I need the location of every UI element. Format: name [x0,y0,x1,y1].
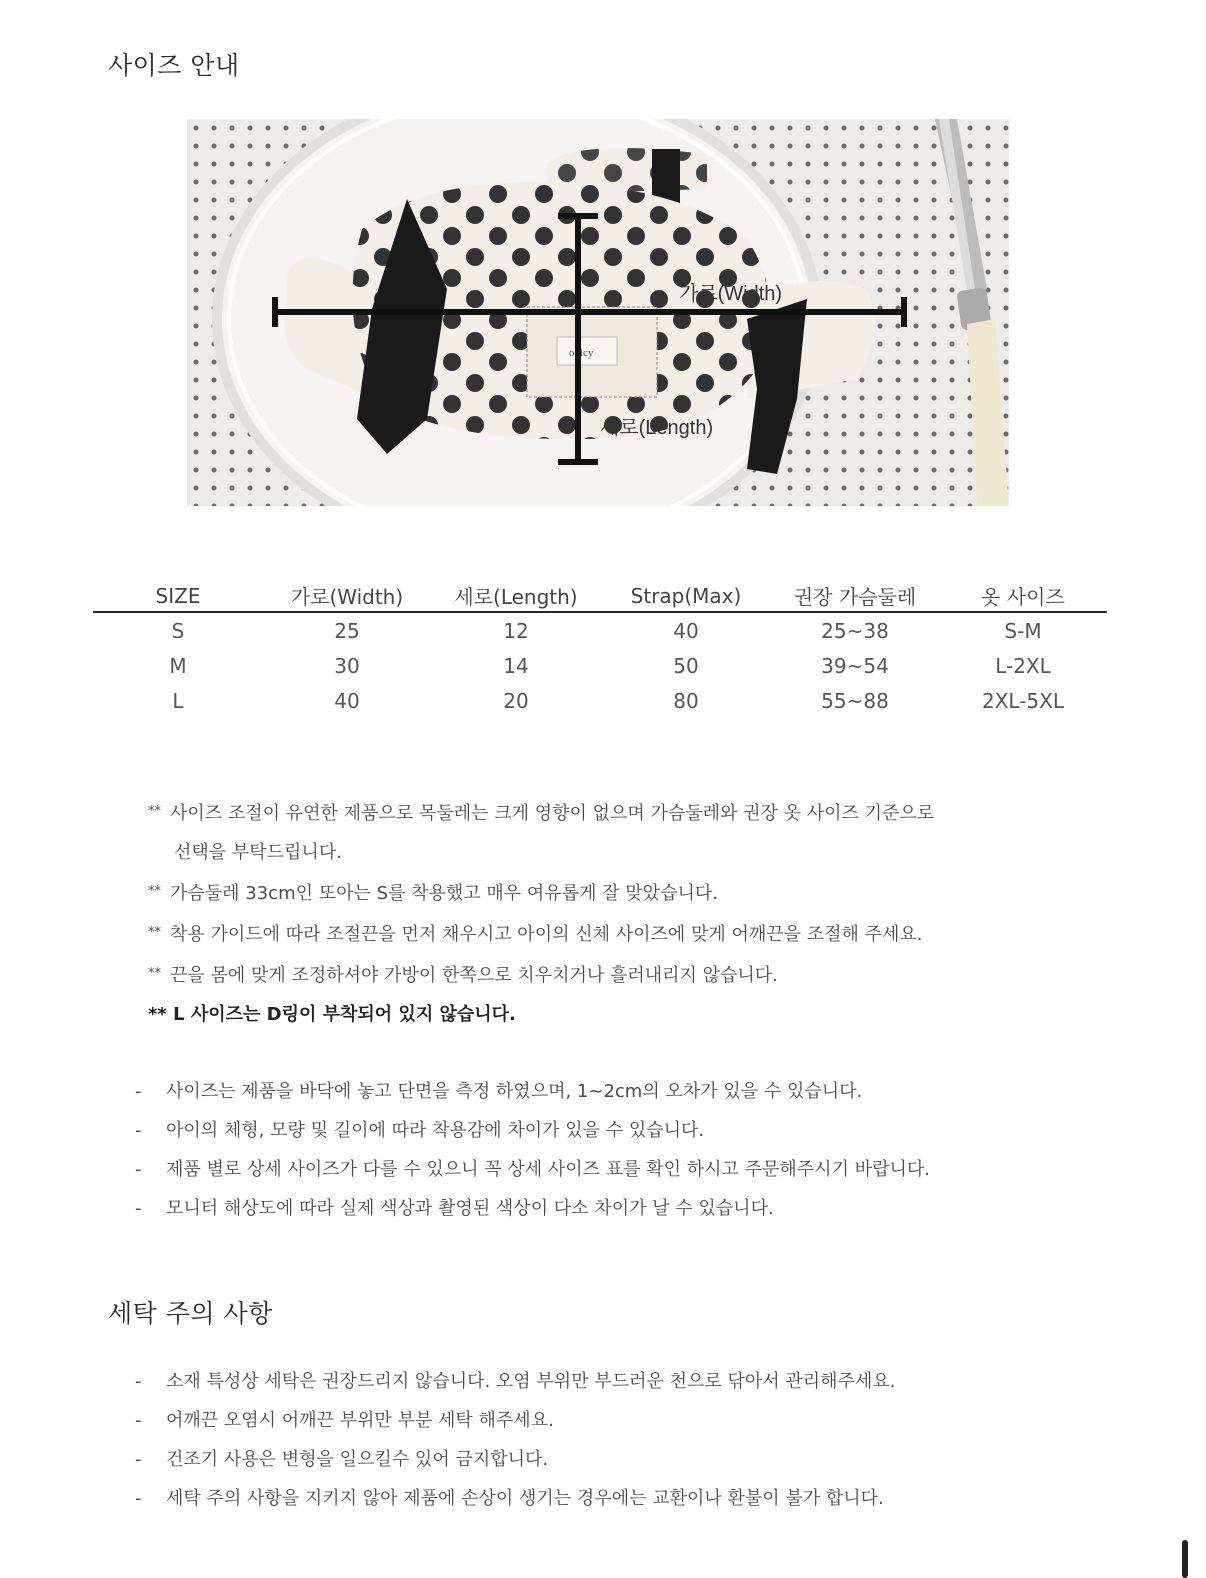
table-cell: 30 [334,653,360,678]
width-label: 가로(Width) [679,283,783,305]
size-table [93,580,1107,718]
knife [935,119,1009,506]
table-header-cell: 옷 사이즈 [981,585,1065,609]
note-item-bold: ** L 사이즈는 D링이 부착되어 있지 않습니다. [148,1004,516,1025]
bullet-text: 아이의 체형, 모량 및 길이에 따라 착용감에 차이가 있을 수 있습니다. [166,1120,705,1141]
product-photo [187,119,1009,506]
bullet-text: 소재 특성상 세탁은 권장드리지 않습니다. 오염 부위만 부드러운 천으로 닦아서 관리해주세요. [166,1371,896,1392]
note-text: 가슴둘레 33cm인 또아는 S를 착용했고 매우 여유롭게 잘 맞았습니다. [170,883,718,904]
bullet-text: 제품 별로 상세 사이즈가 다를 수 있으니 꼭 상세 사이즈 표를 확인 하시고 주문해주시기 바랍니다. [166,1159,930,1180]
bullet-dash: - [135,1449,142,1470]
bullet-dash: - [135,1120,142,1141]
table-cell: 25 [334,618,360,643]
bullet-text: 세탁 주의 사항을 지키지 않아 제품에 손상이 생기는 경우에는 교환이나 환불이 불가 합니다. [166,1488,884,1509]
note-star: ** [148,884,161,899]
note-item [148,954,1048,995]
list-item [135,1401,1095,1440]
size-bullet-list [135,1072,1095,1228]
bullet-dash: - [135,1081,142,1102]
table-cell: 12 [503,618,529,643]
table-cell: 40 [334,688,360,713]
bullet-dash: - [135,1488,142,1509]
washing-caution-title: 세탁 주의 사항 [108,1299,273,1328]
table-header-cell: 권장 가슴둘레 [793,585,917,609]
table-row [93,683,1107,718]
table-header-cell: SIZE [155,583,201,608]
bullet-dash: - [135,1159,142,1180]
table-cell: 80 [673,688,699,713]
table-cell: S-M [1004,618,1042,643]
table-row [93,648,1107,683]
bullet-text: 모니터 해상도에 따라 실제 색상과 촬영된 색상이 다소 차이가 날 수 있습니다. [166,1198,774,1219]
list-item [135,1479,1095,1518]
notes [148,792,1048,1034]
list-item [135,1072,1095,1111]
table-cell: 25~38 [821,618,889,643]
bullet-text: 건조기 사용은 변형을 일으킬수 있어 금지합니다. [166,1449,549,1470]
wash-bullet-list [135,1362,1095,1518]
bullet-dash: - [135,1371,142,1392]
note-item [148,792,1048,833]
note-text: 끈을 몸에 맞게 조정하셔야 가방이 한쪽으로 치우치거나 흘러내리지 않습니다. [170,965,778,986]
note-star: ** [148,925,161,940]
list-item [135,1111,1095,1150]
table-header-cell: 가로(Width) [290,585,404,609]
list-item [135,1362,1095,1401]
note-item [148,872,1048,913]
table-header-row [93,580,1107,613]
bullet-dash: - [135,1410,142,1431]
table-cell: 2XL-5XL [981,688,1064,713]
table-header-cell: 세로(Length) [454,585,578,609]
list-item [135,1150,1095,1189]
note-text: 착용 가이드에 따라 조절끈을 먼저 채우시고 아이의 신체 사이즈에 맞게 어깨끈을 조절해 주세요. [170,924,923,945]
table-cell: 55~88 [821,688,889,713]
table-cell: L [172,688,184,713]
list-item [135,1189,1095,1228]
bullet-text: 어깨끈 오염시 어깨끈 부위만 부분 세탁 해주세요. [166,1410,554,1431]
table-cell: 40 [673,618,699,643]
table-header-cell: Strap(Max) [630,583,742,608]
length-label: 세로(Length) [600,417,714,439]
note-text: 선택을 부탁드립니다. [174,842,342,863]
table-cell: S [171,618,185,643]
note-star: ** [148,966,161,981]
size-guide-title: 사이즈 안내 [108,51,240,80]
note-star: ** [148,804,161,819]
product-illustration [187,119,1009,506]
table-cell: M [169,653,187,678]
note-item [148,913,1048,954]
scrollbar-thumb[interactable] [1182,1540,1188,1578]
list-item [135,1440,1095,1479]
table-cell: 20 [503,688,529,713]
table-cell: 39~54 [821,653,889,678]
table-cell: 14 [503,653,529,678]
table-cell: L-2XL [995,653,1051,678]
table-row [93,613,1107,648]
bullet-dash: - [135,1198,142,1219]
bullet-text: 사이즈는 제품을 바닥에 놓고 단면을 측정 하였으며, 1~2cm의 오차가 있을 수 있습니다. [166,1081,863,1102]
table-cell: 50 [673,653,699,678]
note-text: 사이즈 조절이 유연한 제품으로 목둘레는 크게 영향이 없으며 가슴둘레와 권장 옷 사이즈 기준으로 [170,803,935,824]
bag-brand-label: odicy [569,347,594,359]
note-item [148,833,1048,872]
